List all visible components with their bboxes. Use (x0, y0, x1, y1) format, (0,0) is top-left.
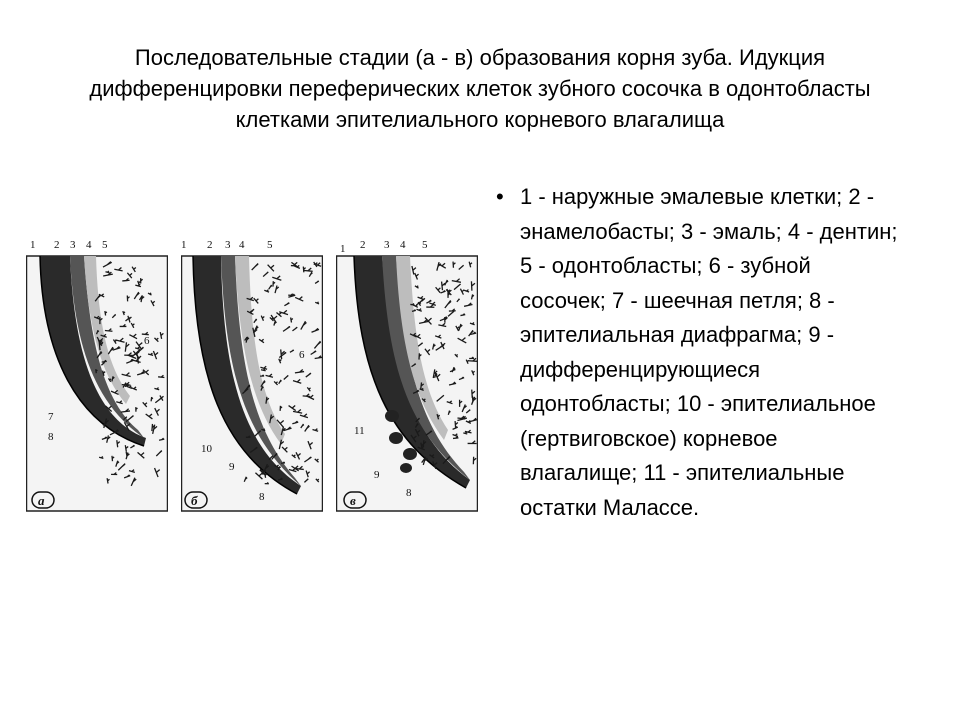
panel-b-label: 3 (225, 239, 231, 251)
panel-c-letter: в (350, 493, 356, 508)
panel-a-label: 6 (144, 335, 150, 347)
panel-a-label: 2 (54, 239, 60, 251)
panel-a (26, 234, 168, 512)
panel-b-label: 4 (239, 239, 245, 251)
legend-text: 1 - наружные эмалевые клетки; 2 - энамелобасты; 3 - эмаль; 4 - дентин; 5 - одонтобласты; 6 - зубной сосочек; 7 - шеечная петля; 8 - эпителиальная диафрагма; 9 - дифференцирующиеся одонтобласты; 10 - эпителиальное (гертвиговское) корневое влагалище; 11 - эпителиальные остатки Малассе. (520, 184, 898, 520)
panel-a-label: 1 (30, 239, 36, 251)
panel-c-label: 3 (384, 239, 390, 251)
panel-c-drawing (336, 234, 478, 512)
panel-a-label: 3 (70, 239, 76, 251)
panel-b-letter: б (191, 493, 198, 508)
panel-b-label: 9 (229, 461, 235, 473)
panel-a-label: 8 (48, 431, 54, 443)
panel-a-label: 5 (102, 239, 108, 251)
panel-b-drawing (181, 234, 323, 512)
bullet-icon: • (496, 184, 504, 209)
panel-c-label: 9 (374, 469, 380, 481)
panel-a-drawing (26, 234, 168, 512)
panel-c-label: 1 (340, 243, 346, 255)
panel-b-label: 2 (207, 239, 213, 251)
slide-title: Последовательные стадии (а - в) образования корня зуба. Идукция дифференцировки переферических клеток зубного сосочка в одонтобласты клетками эпителиального корневого влагалища (89, 45, 871, 132)
panel-c (336, 234, 478, 512)
panel-a-label: 7 (48, 411, 54, 423)
panel-b-label: 6 (299, 349, 305, 361)
legend-item (492, 180, 912, 525)
panel-b-label: 8 (259, 491, 265, 503)
panel-b-label: 5 (267, 239, 273, 251)
panel-c-label: 2 (360, 239, 366, 251)
panel-b (181, 234, 323, 512)
panel-a-label: 4 (86, 239, 92, 251)
panel-c-label: 5 (422, 239, 428, 251)
root-formation-figure (26, 234, 478, 512)
legend-list (492, 180, 912, 525)
panel-a-letter: а (38, 493, 45, 508)
panel-c-label: 4 (400, 239, 406, 251)
panel-b-label: 10 (201, 443, 212, 455)
panel-b-label: 1 (181, 239, 187, 251)
panel-c-label: 8 (406, 487, 412, 499)
panel-c-label: 11 (354, 425, 365, 437)
